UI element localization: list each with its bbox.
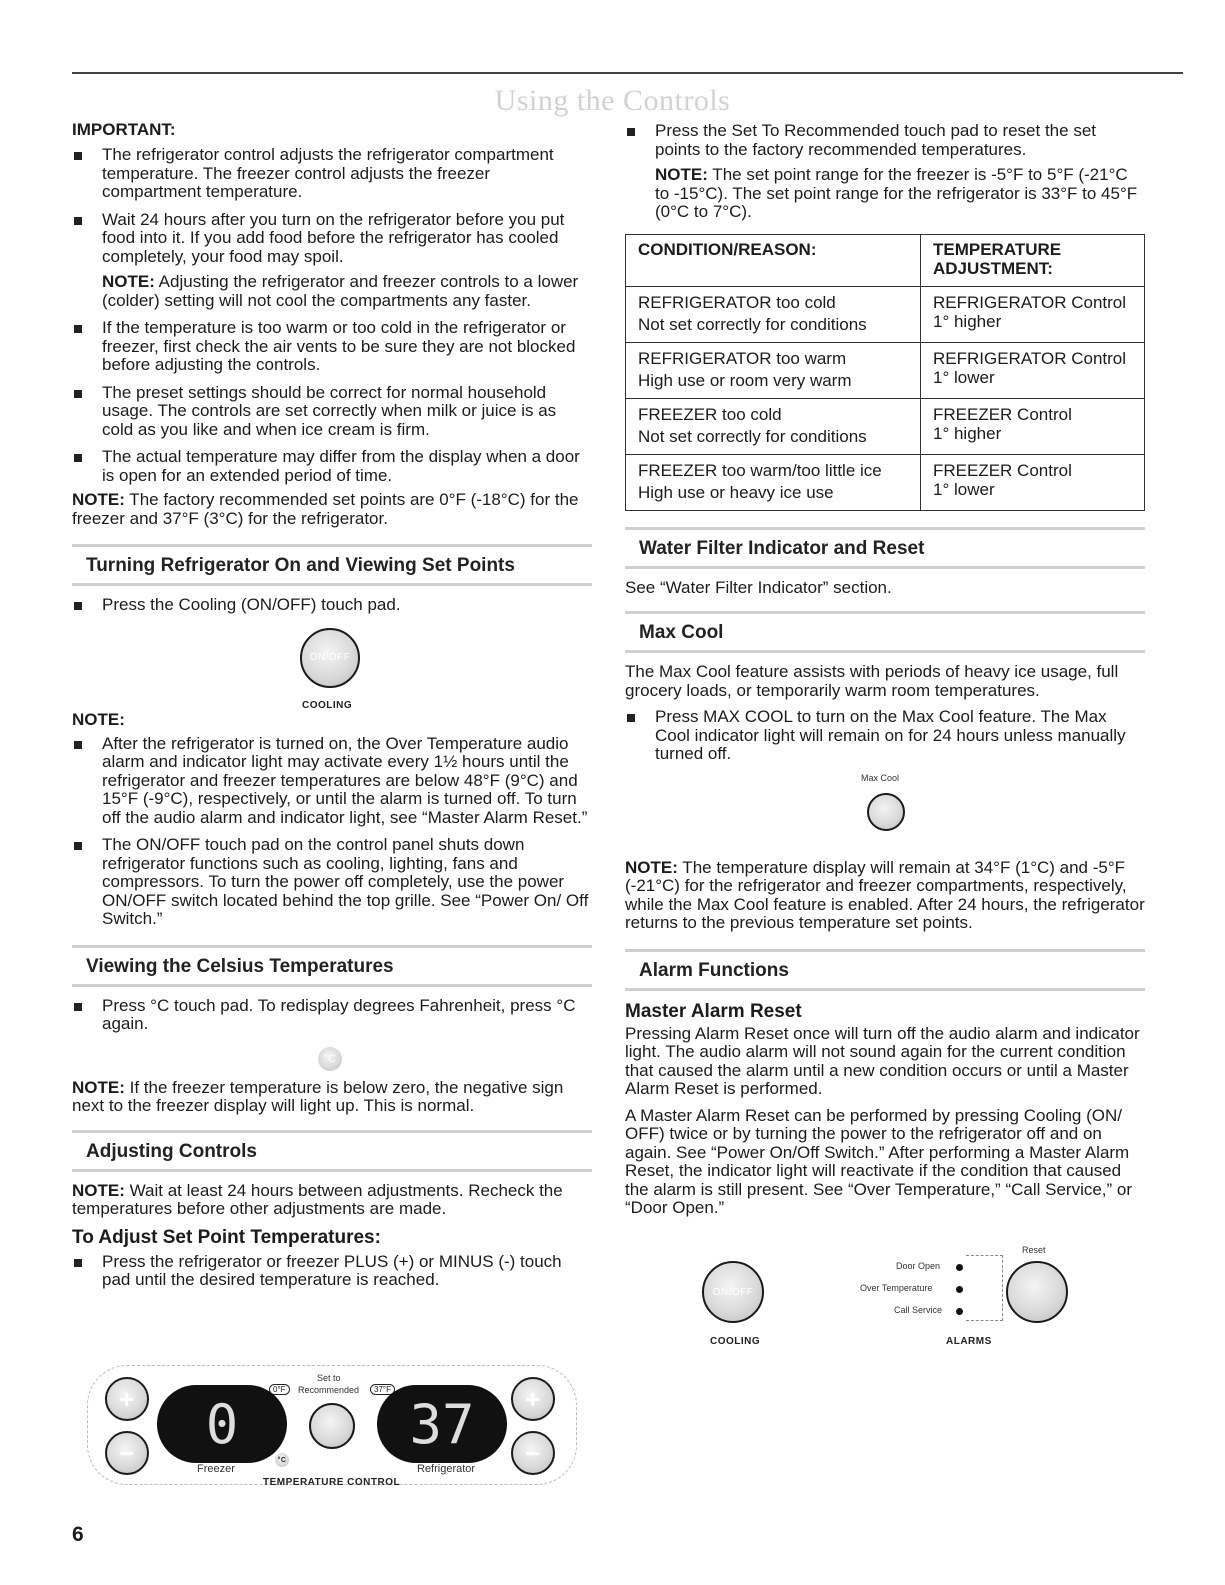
cooling-caption: COOLING — [302, 699, 353, 711]
table-cell: REFRIGERATOR Control 1° lower — [921, 342, 1145, 398]
page-number: 6 — [72, 1523, 84, 1546]
section-adjusting — [72, 1130, 592, 1172]
subheading-adjust: To Adjust Set Point Temperatures: — [72, 1226, 381, 1248]
minus-icon: − — [119, 1437, 135, 1468]
table-cell: REFRIGERATOR too cold Not set correctly for conditions — [626, 286, 921, 342]
freezer-plus-button[interactable] — [105, 1377, 149, 1421]
important-list — [72, 146, 592, 266]
refrigerator-plus-button[interactable] — [511, 1377, 555, 1421]
alarms-caption: ALARMS — [946, 1336, 992, 1347]
max-cool-figure — [625, 773, 1145, 859]
section-celsius — [72, 945, 592, 987]
cooling-caption: COOLING — [710, 1336, 761, 1347]
cooling-on-off-button[interactable] — [300, 628, 360, 688]
table-row — [626, 286, 1145, 342]
set-to-recommended-button[interactable] — [309, 1403, 355, 1449]
freezer-label: Freezer — [197, 1463, 235, 1475]
list-item: The preset settings should be correct for normal household usage. The controls are set correctly when milk or juice is as cold as you like and when ice cream is firm. — [72, 384, 592, 440]
note-negative-sign: NOTE: If the freezer temperature is below zero, the negative sign next to the freezer display will light up. This is normal. — [72, 1077, 564, 1115]
alarm-paragraph-2: A Master Alarm Reset can be performed by pressing Cooling (ON/ OFF) twice or by turning the power to the refrigerator off and on again. See “Power On/Off Switch.” After performing a Master Alarm Reset, the indicator light will reactivate if the condition that caused the alarm is still present. See “Over Temperature,” “Call Service,” or “Door Open.” — [625, 1105, 1133, 1217]
section-turning-on — [72, 544, 592, 586]
cooling-figure — [72, 624, 592, 716]
recommended-label: Recommended — [298, 1385, 360, 1395]
list-item: Press the Cooling (ON/OFF) touch pad. — [72, 596, 592, 615]
table-header: CONDITION/REASON: — [626, 234, 921, 286]
set-to-label: Set to — [317, 1373, 341, 1383]
minus-icon: − — [525, 1437, 541, 1468]
note-wait: NOTE: Wait at least 24 hours between adjustments. Recheck the temperatures before other adjustments are made. — [72, 1180, 563, 1218]
celsius-list — [72, 997, 592, 1034]
water-filter-text: See “Water Filter Indicator” section. — [625, 577, 892, 597]
list-item: The actual temperature may differ from the display when a door is open for an extended period of time. — [72, 448, 592, 485]
section-heading: Water Filter Indicator and Reset — [639, 537, 925, 559]
right-column — [625, 122, 1145, 1218]
refrigerator-label: Refrigerator — [417, 1463, 476, 1475]
list-item: The ON/OFF touch pad on the control panel shuts down refrigerator functions such as cooling, lighting, fans and compressors. To turn the power off completely, use the power ON/OFF switch located behind the top grille. See “Power On/ Off Switch.” — [72, 836, 592, 929]
freezer-temperature: 0 — [205, 1392, 239, 1456]
important-list-2 — [72, 319, 592, 485]
section-heading: Adjusting Controls — [86, 1140, 257, 1162]
celsius-label: °C — [323, 1052, 337, 1065]
call-service-label: Call Service — [894, 1305, 943, 1315]
note-set-point-range: NOTE: The set point range for the freezer is -5°F to 5°F (-21°C to -15°C). The set point range for the refrigerator is 33°F to 45°F (0°C to 7°C). — [655, 165, 1138, 221]
list-item: Wait 24 hours after you turn on the refrigerator before you put food into it. If you add food before the refrigerator has cooled completely, your food may spoil. — [72, 211, 592, 267]
over-temperature-label: Over Temperature — [860, 1283, 933, 1293]
list-item: The refrigerator control adjusts the refrigerator compartment temperature. The freezer control adjusts the freezer compartment temperature. — [72, 146, 592, 202]
alarm-reset-button[interactable] — [1006, 1261, 1068, 1323]
celsius-figure — [72, 1043, 592, 1079]
note-colder-setting: NOTE: Adjusting the refrigerator and freezer controls to a lower (colder) setting will not cool the compartments any faster. — [102, 272, 579, 310]
note-max-cool: NOTE: The temperature display will remain at 34°F (1°C) and -5°F (-21°C) for the refrigerator and freezer compartments, respectively, while the Max Cool feature is enabled. After 24 hours, the refrigerator returns to the previous temperature set points. — [625, 857, 1145, 932]
freezer-minus-button[interactable] — [105, 1431, 149, 1475]
list-item: Press the refrigerator or freezer PLUS (+) or MINUS (-) touch pad until the desired temperature is reached. — [72, 1253, 592, 1290]
section-heading: Alarm Functions — [639, 959, 789, 981]
table-cell: FREEZER Control 1° higher — [921, 398, 1145, 454]
table-row — [626, 454, 1145, 510]
indicator-bracket — [966, 1255, 1003, 1321]
table-header-row — [626, 234, 1145, 286]
table-cell: FREEZER too warm/too little ice High use or heavy ice use — [626, 454, 921, 510]
on-off-label: ON/OFF — [712, 1286, 754, 1298]
refrigerator-temperature: 37 — [409, 1392, 475, 1456]
celsius-button[interactable] — [275, 1453, 289, 1467]
condition-table — [625, 234, 1145, 511]
refrigerator-minus-button[interactable] — [511, 1431, 555, 1475]
subheading-master-alarm: Master Alarm Reset — [625, 1000, 802, 1022]
list-item: Press MAX COOL to turn on the Max Cool feature. The Max Cool indicator light will remain on for 24 hours unless manually turned off. — [625, 708, 1145, 764]
plus-icon: + — [525, 1383, 541, 1414]
turning-list — [72, 596, 592, 615]
list-item: If the temperature is too warm or too cold in the refrigerator or freezer, first check the air vents to be sure they are not blocked before adjusting the controls. — [72, 319, 592, 375]
section-heading: Viewing the Celsius Temperatures — [86, 955, 394, 977]
recommended-list — [625, 122, 1145, 159]
celsius-button[interactable] — [318, 1047, 342, 1071]
turning-notes — [72, 735, 592, 929]
reset-label: Reset — [1022, 1245, 1046, 1255]
section-max-cool — [625, 611, 1145, 653]
freezer-display — [157, 1385, 287, 1463]
cooling-on-off-button[interactable] — [702, 1261, 764, 1323]
page-title: Using the Controls — [494, 84, 731, 117]
refrigerator-recommended-badge: 37°F — [370, 1384, 395, 1395]
table-row — [626, 398, 1145, 454]
list-item: Press the Set To Recommended touch pad to reset the set points to the factory recommended temperatures. — [625, 122, 1145, 159]
adjust-list — [72, 1253, 592, 1290]
table-header: TEMPERATURE ADJUSTMENT: — [921, 234, 1145, 286]
alarm-figure — [690, 1245, 1090, 1357]
temperature-control-panel — [87, 1365, 577, 1505]
list-item: After the refrigerator is turned on, the Over Temperature audio alarm and indicator light may activate every 1½ hours until the refrigerator and freezer temperatures are below 48°F (9°C) and 15°F (-9°C), respectively, or until the alarm is turned off. To turn off the audio alarm and indicator light, see “Master Alarm Reset.” — [72, 735, 592, 828]
table-cell: REFRIGERATOR too warm High use or room very warm — [626, 342, 921, 398]
top-rule — [72, 72, 1183, 74]
section-heading: Max Cool — [639, 622, 724, 643]
temperature-control-caption: TEMPERATURE CONTROL — [263, 1477, 401, 1488]
max-cool-button[interactable] — [867, 793, 905, 831]
table-row — [626, 342, 1145, 398]
max-cool-text: The Max Cool feature assists with periods of heavy ice usage, full grocery loads, or temporarily warm room temperatures. — [625, 662, 1119, 700]
over-temperature-light-icon — [956, 1286, 963, 1293]
call-service-light-icon — [956, 1308, 963, 1315]
table-cell: REFRIGERATOR Control 1° higher — [921, 286, 1145, 342]
celsius-label: °C — [277, 1456, 287, 1464]
left-column — [72, 118, 592, 1299]
important-label: IMPORTANT: — [72, 120, 176, 139]
max-cool-label: Max Cool — [861, 772, 900, 783]
freezer-recommended-badge: 0°F — [269, 1384, 290, 1395]
section-heading: Turning Refrigerator On and Viewing Set Points — [86, 555, 515, 576]
alarm-paragraph-1: Pressing Alarm Reset once will turn off the audio alarm and indicator light. The audio alarm will not sound again for the current condition that caused the alarm until a new condition occurs or until a Master Alarm Reset is performed. — [625, 1023, 1140, 1098]
table-cell: FREEZER too cold Not set correctly for conditions — [626, 398, 921, 454]
on-off-label: ON/OFF — [309, 652, 351, 663]
note-label: NOTE: — [72, 709, 125, 729]
list-item: Press °C touch pad. To redisplay degrees Fahrenheit, press °C again. — [72, 997, 592, 1034]
plus-icon: + — [119, 1383, 135, 1414]
door-open-label: Door Open — [896, 1261, 941, 1271]
refrigerator-display — [377, 1385, 507, 1463]
section-alarm — [625, 949, 1145, 991]
section-water-filter — [625, 527, 1145, 569]
max-cool-list — [625, 708, 1145, 764]
table-cell: FREEZER Control 1° lower — [921, 454, 1145, 510]
door-open-light-icon — [956, 1264, 963, 1271]
note-factory-set-points: NOTE: The factory recommended set points are 0°F (-18°C) for the freezer and 37°F (3°C) for the refrigerator. — [72, 490, 579, 528]
